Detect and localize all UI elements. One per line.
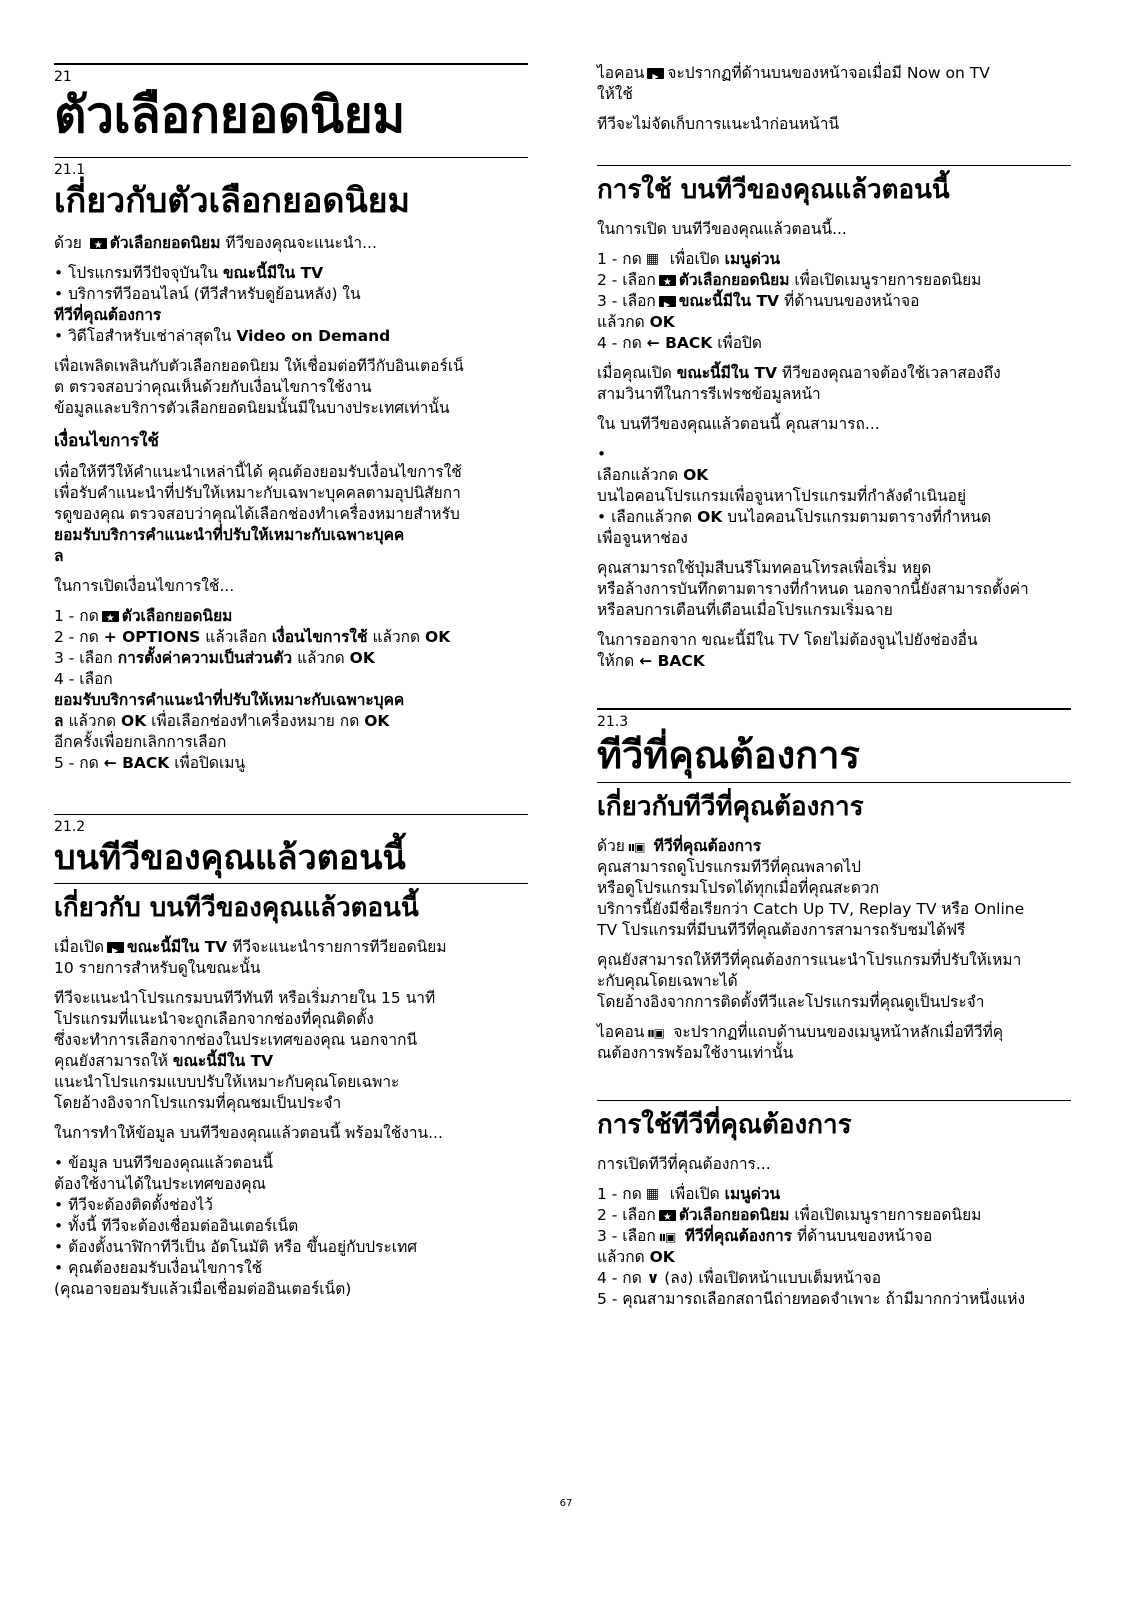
subsection-title: เกี่ยวกับ บนทีวีของคุณแล้วตอนนี้	[54, 893, 419, 923]
tv-icon	[659, 296, 676, 307]
section-title: บนทีวีของคุณแล้วตอนนี้	[54, 838, 406, 878]
on-demand-icon	[628, 841, 646, 852]
paragraph: การเปิดทีวีที่คุณต้องการ...	[597, 1155, 771, 1173]
chapter-number: 21	[54, 69, 72, 85]
paragraph: ไอคอนıı▣ จะปรากฏที่แถบด้านบนของเมนูหน้าหลักเมื่อทีวีที่คุ ณต้องการพร้อมใช้งานเท่านั้น	[597, 1022, 1071, 1064]
bullet-list: • โปรแกรมทีวีปัจจุบันใน ขณะนี้มีใน TV • บริการทีวีออนไลน์ (ทีวีสำหรับดูย้อนหลัง) ใน ทีวีที่คุณต้องการ • วิดีโอสำหรับเช่าล่าสุดใน Video on Demand	[54, 264, 391, 345]
paragraph: ในการออกจาก ขณะนี้มีใน TV โดยไม่ต้องจูนไปยังช่องอื่น ให้กด ← BACK	[597, 631, 978, 670]
paragraph: ด้วยıı▣ ทีวีที่คุณต้องการ คุณสามารถดูโปรแกรมทีวีที่คุณพลาดไป หรือดูโปรแกรมโปรดได้ทุกเมื่อที่คุณสะดวก บริการนี้ยังมีชื่อเรียกว่า Catch Up TV, Replay TV หรือ Online TV โปรแกรมที่มีบนทีวีที่คุณต้องการสามารถรับชมได้ฟรี	[597, 836, 1071, 941]
on-demand-icon	[659, 1231, 677, 1242]
left-column	[54, 63, 528, 1300]
step-list: 1 - กด▦ เพื่อเปิด เมนูด่วน 2 - เลือก★ ตัวเลือกยอดนิยม เพื่อเปิดเมนูรายการยอดนิยม 3 - เลือก▶ ขณะนี้มีใน TV ที่ด้านบนของหน้าจอ แล้วกด OK 4 - กด ← BACK เพื่อปิด	[597, 249, 1071, 354]
section-title: เกี่ยวกับตัวเลือกยอดนิยม	[54, 181, 411, 221]
subsection-title: การใช้ทีวีที่คุณต้องการ	[597, 1110, 852, 1140]
paragraph: คุณสามารถใช้ปุ่มสีบนรีโมทคอนโทรลเพื่อเริ่ม หยุด หรือล้างการบันทึกตามตารางที่กำหนด นอกจากนี้ยังสามารถตั้งค่า หรือลบการเตือนที่เตือนเมื่อโปรแกรมเริ่มฉาย	[597, 559, 1029, 619]
section-number: 21.1	[54, 162, 86, 178]
step-list: 1 - กด★ ตัวเลือกยอดนิยม 2 - กด + OPTIONS แล้วเลือก เงื่อนไขการใช้ แล้วกด OK 3 - เลือก การตั้งค่าความเป็นส่วนตัว แล้วกด OK 4 - เลือก ยอมรับบริการคำแนะนำที่ปรับให้เหมาะกับเฉพาะบุคค ล แล้วกด OK เพื่อเลือกช่องทำเครื่องหมาย กด OK อีกครั้งเพื่อยกเลิกการเลือก 5 - กด ← BACK เพื่อปิดเมนู	[54, 606, 528, 774]
on-demand-icon	[647, 1027, 665, 1038]
right-column	[597, 63, 1071, 1310]
menu-icon	[645, 1189, 662, 1200]
paragraph: ในการเปิด บนทีวีของคุณแล้วตอนนี้...	[597, 220, 847, 238]
bullet-list: • ข้อมูล บนทีวีของคุณแล้วตอนนี้ ต้องใช้งานได้ในประเทศของคุณ • ทีวีจะต้องติดตั้งช่องไว้ • ทั้งนี้ ทีวีจะต้องเชื่อมต่ออินเตอร์เน็ต • ต้องตั้งนาฬิกาทีวีเป็น อัตโนมัติ หรือ ขึ้นอยู่กับประเทศ • คุณต้องยอมรับเงื่อนไขการใช้ (คุณอาจยอมรับแล้วเมื่อเชื่อมต่ออินเตอร์เน็ต)	[54, 1154, 418, 1298]
star-icon	[659, 1210, 676, 1221]
bullet-list: • เลือกแล้วกด OK บนไอคอนโปรแกรมเพื่อจูนหาโปรแกรมที่กำลังดำเนินอยู่ • เลือกแล้วกด OK บนไอคอนโปรแกรมตามตารางที่กำหนด เพื่อจูนหาช่อง	[597, 445, 992, 547]
paragraph: ด้วย ★ ตัวเลือกยอดนิยม ทีวีของคุณจะแนะนำ...	[54, 233, 528, 254]
tv-icon	[647, 68, 664, 79]
paragraph: ใน บนทีวีของคุณแล้วตอนนี้ คุณสามารถ...	[597, 415, 880, 433]
paragraph: เพื่อให้ทีวีให้คำแนะนำเหล่านี้ได้ คุณต้องยอมรับเงื่อนไขการใช้ เพื่อรับคำแนะนำที่ปรับให้เหมาะกับเฉพาะบุคคลตามอุปนิสัยกา รดูของคุณ ตรวจสอบว่าคุณได้เลือกช่องทำเครื่องหมายสำหรับ ยอมรับบริการคำแนะนำที่ปรับให้เหมาะกับเฉพาะบุคค ล	[54, 463, 462, 565]
star-icon	[659, 275, 676, 286]
paragraph: คุณยังสามารถให้ทีวีที่คุณต้องการแนะนำโปรแกรมที่ปรับให้เหมา ะกับคุณโดยเฉพาะได้ โดยอ้างอิงจากการติดตั้งทีวีและโปรแกรมที่คุณดูเป็นประจำ	[597, 951, 1022, 1011]
subsection-title: เกี่ยวกับทีวีที่คุณต้องการ	[597, 792, 864, 822]
terms-title: เงื่อนไขการใช้	[54, 431, 159, 451]
paragraph: ทีวีจะแนะนำโปรแกรมบนทีวีทันที หรือเริ่มภายใน 15 นาที โปรแกรมที่แนะนำจะถูกเลือกจากช่องที่คุณติดตั้ง ซึ่งจะทำการเลือกจากช่องในประเทศของคุณ นอกจากนี คุณยังสามารถให้ ขณะนี้มีใน TV แนะนำโปรแกรมแบบปรับให้เหมาะกับคุณโดยเฉพาะ โดยอ้างอิงจากโปรแกรมที่คุณชมเป็นประจำ	[54, 989, 436, 1112]
subsection-title: การใช้ บนทีวีของคุณแล้วตอนนี้	[597, 175, 950, 205]
section-number: 21.2	[54, 819, 86, 835]
step-list: 1 - กด▦ เพื่อเปิด เมนูด่วน 2 - เลือก★ ตัวเลือกยอดนิยม เพื่อเปิดเมนูรายการยอดนิยม 3 - เลือกıı▣ ทีวีที่คุณต้องการ ที่ด้านบนของหน้าจอ แล้วกด OK 4 - กด ∨ (ลง) เพื่อเปิดหน้าแบบเต็มหน้าจอ 5 - คุณสามารถเลือกสถานีถ่ายทอดจำเพาะ ถ้ามีมากกว่าหนึ่งแห่ง	[597, 1184, 1071, 1310]
paragraph: ในการเปิดเงื่อนไขการใช้...	[54, 577, 235, 595]
paragraph: ในการทำให้ข้อมูล บนทีวีของคุณแล้วตอนนี้ พร้อมใช้งาน...	[54, 1124, 443, 1142]
paragraph: เพื่อเพลิดเพลินกับตัวเลือกยอดนิยม ให้เชื่อมต่อทีวีกับอินเตอร์เน็ ต ตรวจสอบว่าคุณเห็นด้วยกับเงื่อนไขการใช้งาน ข้อมูลและบริการตัวเลือกยอดนิยมนั้นมีในบางประเทศเท่านั้น	[54, 357, 464, 417]
star-icon	[102, 611, 119, 622]
section-title: ทีวีที่คุณต้องการ	[597, 733, 860, 777]
menu-icon	[645, 254, 662, 265]
section-number: 21.3	[597, 714, 629, 730]
tv-icon	[107, 942, 124, 953]
paragraph: ไอคอน▶ จะปรากฏที่ด้านบนของหน้าจอเมื่อมี Now on TV ให้ใช้	[597, 63, 1071, 105]
star-icon	[90, 238, 107, 249]
chapter-title: ตัวเลือกยอดนิยม	[54, 86, 405, 144]
page-number: 67	[559, 1498, 573, 1509]
paragraph: เมื่อคุณเปิด ขณะนี้มีใน TV ทีวีของคุณอาจต้องใช้เวลาสองถึง สามวินาทีในการรีเฟรชข้อมูลหน้า	[597, 364, 1001, 403]
paragraph: ทีวีจะไม่จัดเก็บการแนะนำก่อนหน้านี	[597, 115, 840, 133]
paragraph: เมื่อเปิด▶ ขณะนี้มีใน TV ทีวีจะแนะนำรายการทีวียอดนิยม 10 รายการสำหรับดูในขณะนั้น	[54, 937, 528, 979]
chevron-down-icon: ∨	[646, 1269, 660, 1287]
